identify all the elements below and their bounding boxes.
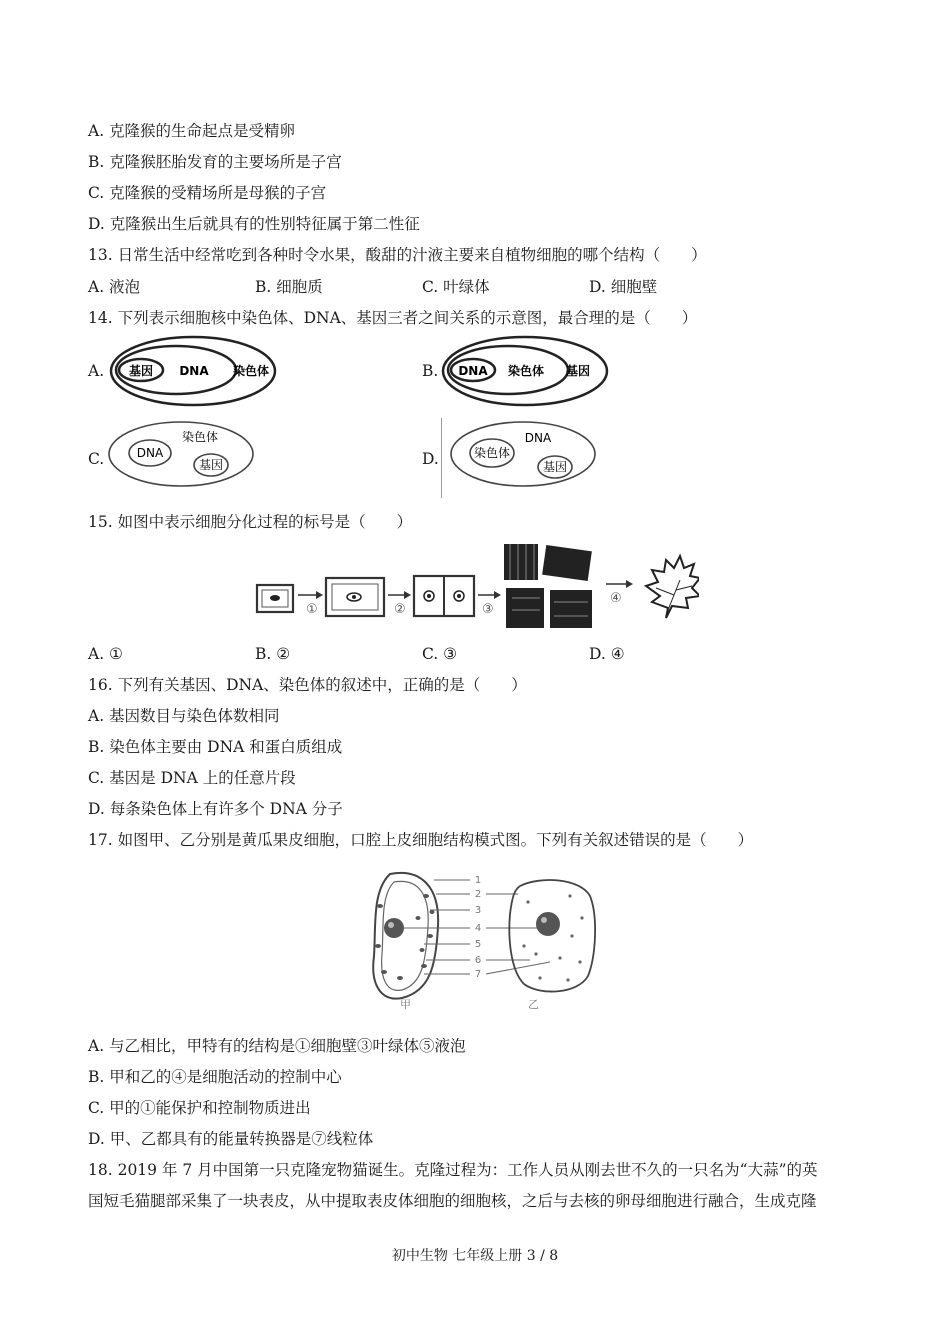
q13-stem: 13. 日常生活中经常吃到各种时令水果，酸甜的汁液主要来自植物细胞的哪个结构（ ） (88, 246, 707, 264)
q12-option-c: C. 克隆猴的受精场所是母猴的子宫 (88, 184, 327, 202)
step-1-label: ① (306, 602, 318, 617)
fig-b-gene: 基因 (565, 364, 591, 378)
q16-option-d: D. 每条染色体上有许多个 DNA 分子 (88, 800, 343, 818)
fig-d-chromosome: 染色体 (473, 446, 511, 460)
fig-c-dna: DNA (136, 446, 164, 460)
q14-label-a: A. (88, 362, 105, 380)
q17-option-c: C. 甲的①能保护和控制物质进出 (88, 1099, 311, 1117)
num-6: 6 (474, 955, 482, 966)
q15-option-b: B. ② (255, 645, 291, 663)
num-5: 5 (474, 939, 482, 950)
fig-a-dna: DNA (179, 364, 209, 378)
q16-option-b: B. 染色体主要由 DNA 和蛋白质组成 (88, 738, 343, 756)
step-4-label: ④ (610, 591, 622, 606)
q12-option-b: B. 克隆猴胚胎发育的主要场所是子宫 (88, 153, 342, 171)
q13-option-b: B. 细胞质 (255, 278, 323, 296)
q16-option-c: C. 基因是 DNA 上的任意片段 (88, 769, 296, 787)
fig-a-gene: 基因 (128, 364, 154, 378)
q13-option-a: A. 液泡 (88, 278, 141, 296)
q14-label-d: D. (422, 450, 439, 468)
step-3-label: ③ (482, 602, 494, 617)
q15-option-c: C. ③ (422, 645, 458, 663)
q12-option-a: A. 克隆猴的生命起点是受精卵 (88, 122, 296, 140)
q17-figure (360, 866, 600, 1014)
fig-c-gene: 基因 (198, 458, 224, 472)
q14-label-b: B. (422, 362, 439, 380)
q14-stem: 14. 下列表示细胞核中染色体、DNA、基因三者之间关系的示意图，最合理的是（ ） (88, 309, 698, 327)
fig-d-dna: DNA (524, 431, 552, 445)
q13-option-c: C. 叶绿体 (422, 278, 490, 296)
q14-figure-a (108, 333, 278, 408)
q16-stem: 16. 下列有关基因、DNA、染色体的叙述中，正确的是（ ） (88, 676, 527, 694)
q14-figure-d (448, 418, 598, 490)
page-footer: 初中生物 七年级上册 3 / 8 (391, 1248, 559, 1264)
q18-line-2: 国短毛猫腿部采集了一块表皮，从中提取表皮体细胞的细胞核，之后与去核的卵母细胞进行融合，生成克隆 (88, 1192, 817, 1210)
q16-option-a: A. 基因数目与染色体数相同 (88, 707, 280, 725)
figure-divider (441, 418, 442, 498)
q17-stem: 17. 如图甲、乙分别是黄瓜果皮细胞，口腔上皮细胞结构模式图。下列有关叙述错误的是（ ） (88, 831, 754, 849)
q14-label-c: C. (88, 450, 105, 468)
q15-figure (254, 540, 699, 635)
fig-c-chromosome: 染色体 (181, 430, 219, 444)
q13-option-d: D. 细胞壁 (589, 278, 658, 296)
fig-b-chromosome: 染色体 (507, 364, 545, 378)
num-2: 2 (474, 889, 482, 900)
step-2-label: ② (394, 602, 406, 617)
num-1: 1 (474, 875, 482, 886)
q17-option-d: D. 甲、乙都具有的能量转换器是⑦线粒体 (88, 1130, 374, 1148)
label-jia: 甲 (400, 998, 411, 1011)
q14-figure-b (440, 333, 610, 408)
num-3: 3 (474, 905, 482, 916)
q17-option-a: A. 与乙相比，甲特有的结构是①细胞壁③叶绿体⑤液泡 (88, 1037, 466, 1055)
label-yi: 乙 (528, 998, 539, 1011)
q17-option-b: B. 甲和乙的④是细胞活动的控制中心 (88, 1068, 342, 1086)
fig-a-chromosome: 染色体 (232, 364, 270, 378)
q14-figure-c (106, 418, 256, 490)
fig-b-dna: DNA (458, 364, 488, 378)
q12-option-d: D. 克隆猴出生后就具有的性别特征属于第二性征 (88, 215, 420, 233)
num-7: 7 (474, 969, 482, 980)
q18-line-1: 18. 2019 年 7 月中国第一只克隆宠物猫诞生。克隆过程为：工作人员从刚去世不久的一只名为“大蒜”的英 (88, 1161, 818, 1179)
q15-option-a: A. ① (88, 645, 123, 663)
q15-option-d: D. ④ (589, 645, 625, 663)
fig-d-gene: 基因 (542, 460, 568, 474)
q15-stem: 15. 如图中表示细胞分化过程的标号是（ ） (88, 513, 413, 531)
num-4: 4 (474, 923, 482, 934)
